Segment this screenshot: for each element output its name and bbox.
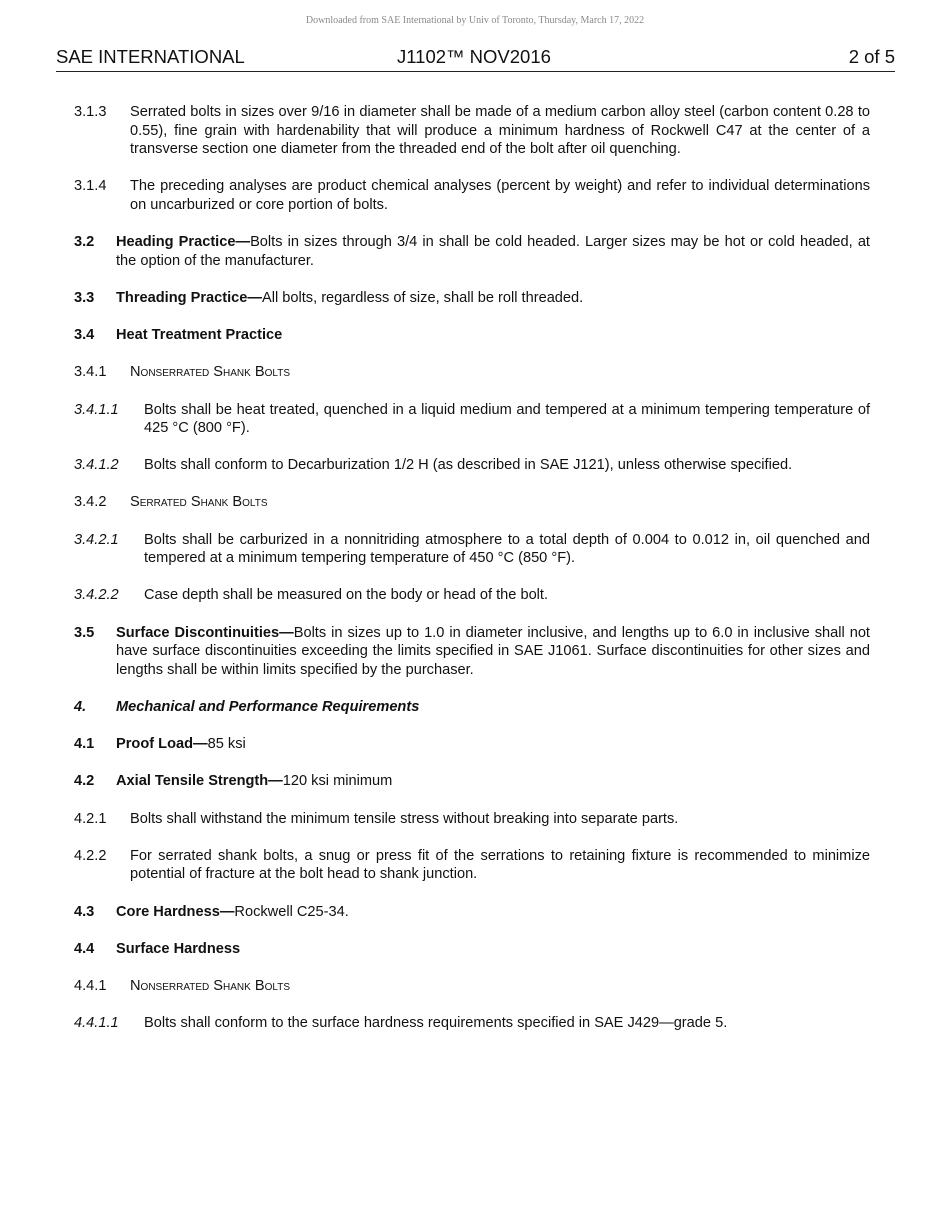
section-text: Serrated bolts in sizes over 9/16 in diameter shall be made of a medium carbon alloy steel (carbon content 0.28 to 0.55), fine grain with hardenability that will produce a minimum hardness of Rockwell C47 at the center of a transverse section one diameter from the threaded end of the bolt after oil quenching. [130,104,870,158]
section-title: Mechanical and Performance Requirements [116,699,420,715]
section-text: Bolts shall conform to Decarburization 1/2 H (as described in SAE J121), unless otherwise specified. [144,457,793,474]
section-number: 3.4 [74,327,95,344]
section-3-4-2-2 [74,586,870,605]
section-number: 4.2.1 [74,810,107,827]
section-3-1-3 [74,103,870,159]
header-document-id: J1102™ NOV2016 [397,46,551,67]
section-number: 4. [74,699,87,715]
section-title: Surface Hardness [116,940,241,957]
section-number: 3.4.1.1 [74,401,119,418]
document-body [74,103,870,1051]
section-title: Proof Load— [116,736,208,753]
section-number: 3.4.1.2 [74,457,119,474]
section-4-2 [74,772,870,791]
section-number: 4.2.2 [74,847,107,864]
section-3-4-1-1 [74,401,870,438]
section-number: 3.5 [74,624,95,641]
section-text: The preceding analyses are product chemical analyses (percent by weight) and refer to individual determinations on uncarburized or core portion of bolts. [130,178,870,213]
section-number: 3.2 [74,234,95,251]
section-number: 3.1.3 [74,104,107,120]
section-4-1 [74,735,870,754]
section-3-4-2 [74,493,870,512]
section-text: Bolts shall be heat treated, quenched in a liquid medium and tempered at a minimum tempering temperature of 425 °C (800 °F). [144,401,870,437]
section-text: Bolts shall conform to the surface hardness requirements specified in SAE J429—grade 5. [144,1015,728,1032]
section-3-4 [74,326,870,345]
section-title: Threading Practice— [116,289,262,306]
section-3-3 [74,289,870,308]
section-title: Nonserrated Shank Bolts [130,977,290,994]
section-number: 4.4.1.1 [74,1015,119,1032]
section-title: Surface Discontinuities— [116,624,294,641]
page-header [56,45,895,72]
section-4-2-2 [74,847,870,884]
section-3-2 [74,233,870,270]
section-3-1-4 [74,177,870,214]
section-title: Axial Tensile Strength— [116,773,283,790]
header-organization: SAE INTERNATIONAL [56,46,245,67]
section-number: 3.4.2.2 [74,587,119,604]
section-4-3 [74,903,870,922]
section-3-4-1-2 [74,456,870,475]
header-page-number: 2 of 5 [848,46,895,67]
section-title: Serrated Shank Bolts [130,494,268,511]
section-4 [74,698,870,717]
section-title: Core Hardness— [116,903,235,920]
section-text: All bolts, regardless of size, shall be roll threaded. [261,289,584,306]
download-watermark: Downloaded from SAE International by Univ of Toronto, Thursday, March 17, 2022 [305,15,645,26]
section-3-5 [74,624,870,680]
section-number: 4.4 [74,940,95,957]
section-4-4-1 [74,977,870,996]
section-3-4-2-1 [74,531,870,568]
section-text: 85 ksi [207,736,246,753]
section-4-4 [74,940,870,959]
section-text: Case depth shall be measured on the body or head of the bolt. [144,587,549,604]
section-4-2-1 [74,810,870,829]
section-number: 4.1 [74,736,95,753]
section-text: Rockwell C25-34. [234,903,349,920]
section-number: 4.3 [74,903,95,920]
section-number: 3.3 [74,289,95,306]
section-title: Heading Practice— [116,234,251,251]
section-number: 3.4.2.1 [74,531,119,548]
section-3-4-1 [74,363,870,382]
section-number: 3.4.1 [74,364,107,381]
section-number: 4.4.1 [74,977,107,994]
section-text: 120 ksi minimum [282,773,393,790]
section-text: For serrated shank bolts, a snug or press fit of the serrations to retaining fixture is recommended to minimize potential of fracture at the bolt head to shank junction. [130,847,870,883]
section-4-4-1-1 [74,1014,870,1033]
section-text: Bolts shall withstand the minimum tensile stress without breaking into separate parts. [130,810,679,827]
section-text: Bolts in sizes through 3/4 in shall be cold headed. Larger sizes may be hot or cold headed, at the option of the manufacturer. [116,234,870,269]
section-title: Nonserrated Shank Bolts [130,364,290,381]
section-number: 3.4.2 [74,494,107,511]
section-number: 3.1.4 [74,178,107,195]
section-text: Bolts shall be carburized in a nonnitriding atmosphere to a total depth of 0.004 to 0.012 in, oil quenched and tempered at a minimum tempering temperature of 450 °C (850 °F). [144,531,870,567]
section-text: Bolts in sizes up to 1.0 in diameter inclusive, and lengths up to 6.0 in inclusive shall not have surface discontinuities exceeding the limits specified in SAE J1061. Surface discontinuities for other sizes and lengths shall be within limits specified by the purchaser. [116,624,870,678]
section-title: Heat Treatment Practice [116,327,283,344]
section-number: 4.2 [74,773,95,790]
